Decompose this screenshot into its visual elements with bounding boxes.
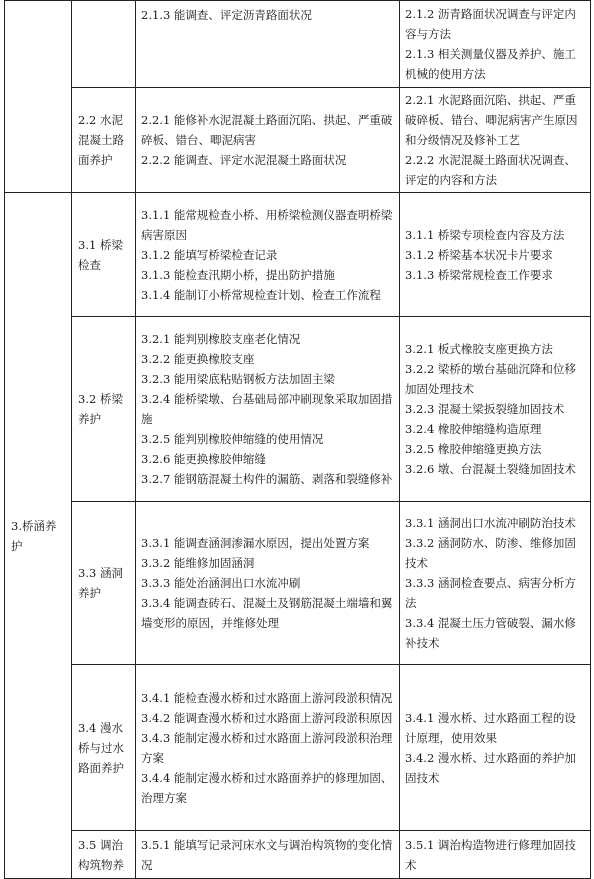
- skills-cell: [136, 502, 400, 665]
- knowledge-item: 3.5.1 调治构造物进行修理加固技术: [405, 837, 576, 872]
- table-row: [5, 88, 591, 193]
- skill-item: 3.3.3 能处治涵洞出口水流冲刷: [141, 576, 301, 590]
- knowledge-item: 3.2.5 橡胶伸缩缝更换方法: [405, 442, 542, 456]
- skill-item: 3.1.1 能常规检查小桥、用桥梁检测仪器查明桥梁病害原因: [141, 207, 393, 242]
- subcategory-cell: 3.1 桥梁检查: [72, 193, 136, 317]
- skills-cell: [136, 88, 400, 193]
- knowledge-item: 3.2.1 板式橡胶支座更换方法: [405, 342, 553, 356]
- skills-cell: [136, 193, 400, 317]
- skill-item: 3.4.1 能检查漫水桥和过水路面上游河段淤积情况: [141, 690, 393, 705]
- skill-item: 3.5.1 能填写记录河床水文与调治构筑物的变化情况: [141, 837, 393, 872]
- knowledge-item: 3.4.1 漫水桥、过水路面工程的设计原理，使用效果: [405, 710, 576, 745]
- skill-item: 3.4.2 能调查漫水桥和过水路面上游河段淤积原因: [141, 710, 393, 725]
- knowledge-item: 2.2.1 水泥路面沉陷、拱起、严重破碎板、错台、唧泥病害产生原因和分级情况及修补工艺: [405, 93, 578, 147]
- knowledge-cell: [400, 502, 591, 665]
- skill-item: 2.2.1 能修补水泥混凝土路面沉陷、拱起、严重破碎板、错台、唧泥病害: [141, 113, 393, 147]
- skills-cell: [136, 317, 400, 502]
- skill-item: 3.2.5 能判别橡胶伸缩缝的使用情况: [141, 432, 324, 446]
- category-cell: [5, 1, 72, 193]
- skills-cell: [136, 831, 400, 879]
- knowledge-cell: [400, 88, 591, 193]
- knowledge-item: 2.2.2 水泥混凝土路面状况调查、评定的内容和方法: [405, 153, 576, 187]
- subcategory-cell: 3.3 涵洞养护: [72, 502, 136, 665]
- knowledge-item: 3.2.3 混凝土梁扳裂缝加固技术: [405, 402, 565, 416]
- knowledge-cell: [400, 1, 591, 88]
- table-row: [5, 502, 591, 665]
- skill-item: 3.3.2 能维修加固涵洞: [141, 556, 255, 570]
- subcategory-cell: 3.2 桥梁养护: [72, 317, 136, 502]
- table-row: [5, 665, 591, 831]
- standards-table: [4, 0, 591, 879]
- skills-cell: [136, 1, 400, 88]
- knowledge-cell: [400, 831, 591, 879]
- knowledge-item: 3.2.2 梁桥的墩台基础沉降和位移加固处理技术: [405, 362, 576, 396]
- knowledge-item: 3.2.6 墩、台混凝土裂缝加固技术: [405, 462, 576, 476]
- skill-item: 3.2.1 能判别橡胶支座老化情况: [141, 332, 301, 346]
- knowledge-item: 3.3.3 涵洞检查要点、病害分析方法: [405, 576, 576, 610]
- skill-item: 3.1.2 能填写桥梁检查记录: [141, 247, 278, 262]
- knowledge-item: 3.4.2 漫水桥、过水路面的养护加固技术: [405, 750, 576, 785]
- table-row: [5, 193, 591, 317]
- knowledge-item: 3.3.2 涵洞防水、防渗、维修加固技术: [405, 536, 576, 570]
- skill-item: 3.3.1 能调查涵洞渗漏水原因，提出处置方案: [141, 536, 370, 550]
- skill-item: 3.2.3 能用梁底粘贴钢板方法加固主梁: [141, 372, 335, 386]
- subcategory-cell: 2.2 水泥混凝土路面养护: [72, 88, 136, 193]
- skill-item: 3.1.4 能制订小桥常规检查计划、检查工作流程: [141, 287, 381, 302]
- table-row: [5, 317, 591, 502]
- skill-item: 3.3.4 能调查砖石、混凝土及钢筋混凝土端墙和翼墙变形的原因，并维修处理: [141, 596, 393, 630]
- skills-cell: [136, 665, 400, 831]
- skill-item: 2.1.3 能调查、评定沥青路面状况: [141, 8, 312, 22]
- knowledge-cell: [400, 665, 591, 831]
- skill-item: 3.1.3 能检查汛期小桥，提出防护措施: [141, 267, 335, 282]
- knowledge-item: 3.3.1 涵洞出口水流冲刷防治技术: [405, 516, 576, 530]
- skill-item: 3.2.4 能桥梁墩、台基础局部冲刷现象采取加固措施: [141, 392, 393, 426]
- knowledge-item: 3.3.4 混凝土压力管破裂、漏水修补技术: [405, 616, 576, 650]
- knowledge-cell: [400, 317, 591, 502]
- skill-item: 3.2.7 能钢筋混凝土构件的漏筋、剥落和裂缝修补: [141, 472, 393, 486]
- skill-item: 3.4.3 能制定漫水桥和过水路面上游河段淤积治理方案: [141, 730, 393, 765]
- skill-item: 3.4.4 能制定漫水桥和过水路面养护的修理加固、治理方案: [141, 770, 393, 805]
- knowledge-item: 3.1.1 桥梁专项检查内容及方法: [405, 227, 565, 242]
- subcategory-cell: [72, 1, 136, 88]
- subcategory-cell: 3.4 漫水桥与过水路面养护: [72, 665, 136, 831]
- table-row: [5, 1, 591, 88]
- subcategory-cell: 3.5 调治构筑物养: [72, 831, 136, 879]
- knowledge-item: 3.2.4 橡胶伸缩缝构造原理: [405, 422, 542, 436]
- knowledge-item: 3.1.2 桥梁基本状况卡片要求: [405, 247, 553, 262]
- knowledge-item: 3.1.3 桥梁常规检查工作要求: [405, 267, 553, 282]
- skill-item: 3.2.6 能更换橡胶伸缩缝: [141, 452, 266, 466]
- knowledge-item: 2.1.3 相关测量仪器及养护、施工机械的使用方法: [405, 47, 576, 81]
- skill-item: 2.2.2 能调查、评定水泥混凝土路面状况: [141, 153, 347, 167]
- table-row: [5, 831, 591, 879]
- knowledge-item: 2.1.2 沥青路面状况调查与评定内容与方法: [405, 7, 576, 41]
- skill-item: 3.2.2 能更换橡胶支座: [141, 352, 255, 366]
- category-cell: 3.桥涵养护: [5, 193, 72, 879]
- knowledge-cell: [400, 193, 591, 317]
